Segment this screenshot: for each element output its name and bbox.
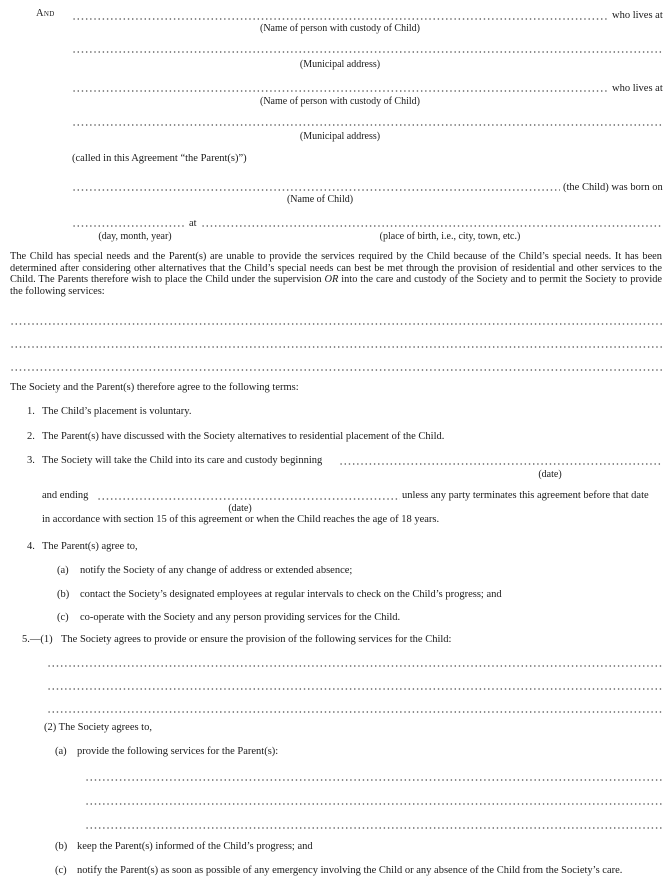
- birth-place-caption: (place of birth, i.e., city, town, etc.): [379, 231, 521, 242]
- term-4b-text: contact the Society’s designated employees at regular intervals to check on the Child’s progress; and: [80, 589, 502, 600]
- custody-1-caption: (Name of person with custody of Child): [260, 23, 420, 34]
- term-3-continuation: in accordance with section 15 of this agreement or when the Child reaches the age of 18 years.: [42, 514, 440, 525]
- child-name-suffix: (the Child) was born on: [563, 182, 663, 193]
- term-2-text: The Parent(s) have discussed with the Society alternatives to residential placement of the Child.: [42, 431, 445, 442]
- services-field-line-2[interactable]: [10, 346, 662, 348]
- term-2-number: 2.: [27, 431, 35, 442]
- end-date-caption: (date): [228, 503, 252, 514]
- term-4a-text: notify the Society of any change of address or extended absence;: [80, 565, 353, 576]
- intro-text-2: into the care and custody of the Society and to permit the Society to provide the following services:: [10, 274, 663, 297]
- term-5c-label: (c): [55, 865, 67, 876]
- and-label: And: [36, 8, 55, 19]
- child-name-caption: (Name of Child): [286, 194, 354, 205]
- term-5b-label: (b): [55, 841, 68, 852]
- term-4b-label: (b): [57, 589, 70, 600]
- parent-services-line-2[interactable]: [85, 803, 662, 805]
- term-5a-label: (a): [55, 746, 67, 757]
- custody-2-suffix: who lives at: [612, 83, 663, 94]
- birth-date-field[interactable]: [72, 225, 186, 227]
- term-5-2-text: (2) The Society agrees to,: [44, 722, 152, 733]
- term-1-text: The Child’s placement is voluntary.: [42, 406, 192, 417]
- term-4a-label: (a): [57, 565, 69, 576]
- term-1-number: 1.: [27, 406, 35, 417]
- address-2-caption: (Municipal address): [299, 131, 381, 142]
- term-4c-text: co-operate with the Society and any person providing services for the Child.: [80, 612, 401, 623]
- parent-services-line-1[interactable]: [85, 779, 662, 781]
- term-5c-text: notify the Parent(s) as soon as possible of any emergency involving the Child or any absence of the Child from the Society’s care.: [77, 865, 623, 876]
- intro-paragraph: [10, 251, 662, 297]
- custody-1-suffix: who lives at: [612, 10, 663, 21]
- custody-name-field-2[interactable]: [72, 90, 608, 92]
- child-services-line-2[interactable]: [47, 688, 662, 690]
- term-5b-text: keep the Parent(s) informed of the Child’s progress; and: [77, 841, 313, 852]
- term-3-text: The Society will take the Child into its care and custody beginning: [42, 455, 323, 466]
- address-field-1[interactable]: [72, 51, 662, 53]
- address-1-caption: (Municipal address): [299, 59, 381, 70]
- child-services-line-1[interactable]: [47, 665, 662, 667]
- term-4-number: 4.: [27, 541, 35, 552]
- terms-intro: The Society and the Parent(s) therefore agree to the following terms:: [10, 382, 299, 393]
- parent-definition: (called in this Agreement “the Parent(s)”): [72, 153, 247, 164]
- services-field-line-3[interactable]: [10, 369, 662, 371]
- intro-text-1: The Child has special needs and the Parent(s) are unable to provide the services required by the Child because of the Child’s special needs. It has been determined after considering other alternatives that the Child’s special needs can best be met through the provision of residential and other services to the Child. The Parents therefore wish to place the Child under the supervision: [10, 251, 662, 286]
- intro-or: OR: [324, 274, 339, 286]
- term-3-number: 3.: [27, 455, 35, 466]
- address-field-2[interactable]: [72, 124, 662, 126]
- birth-date-caption: (day, month, year): [98, 231, 172, 242]
- term-5-text: The Society agrees to provide or ensure the provision of the following services for the Child:: [61, 634, 452, 645]
- term-4-text: The Parent(s) agree to,: [42, 541, 138, 552]
- ending-suffix: unless any party terminates this agreement before that date: [402, 490, 649, 501]
- child-services-line-3[interactable]: [47, 711, 662, 713]
- services-field-line-1[interactable]: [10, 323, 662, 325]
- start-date-caption: (date): [538, 469, 562, 480]
- end-date-field[interactable]: [97, 498, 400, 500]
- ending-label: and ending: [42, 490, 89, 501]
- birth-at-label: at: [189, 218, 197, 229]
- birth-place-field[interactable]: [201, 225, 662, 227]
- child-name-field[interactable]: [72, 189, 560, 191]
- term-5a-text: provide the following services for the Parent(s):: [77, 746, 279, 757]
- start-date-field[interactable]: [339, 463, 662, 465]
- term-5-number: 5.—(1): [22, 634, 53, 645]
- custody-2-caption: (Name of person with custody of Child): [260, 96, 420, 107]
- term-4c-label: (c): [57, 612, 69, 623]
- parent-services-line-3[interactable]: [85, 827, 662, 829]
- custody-name-field-1[interactable]: [72, 18, 608, 20]
